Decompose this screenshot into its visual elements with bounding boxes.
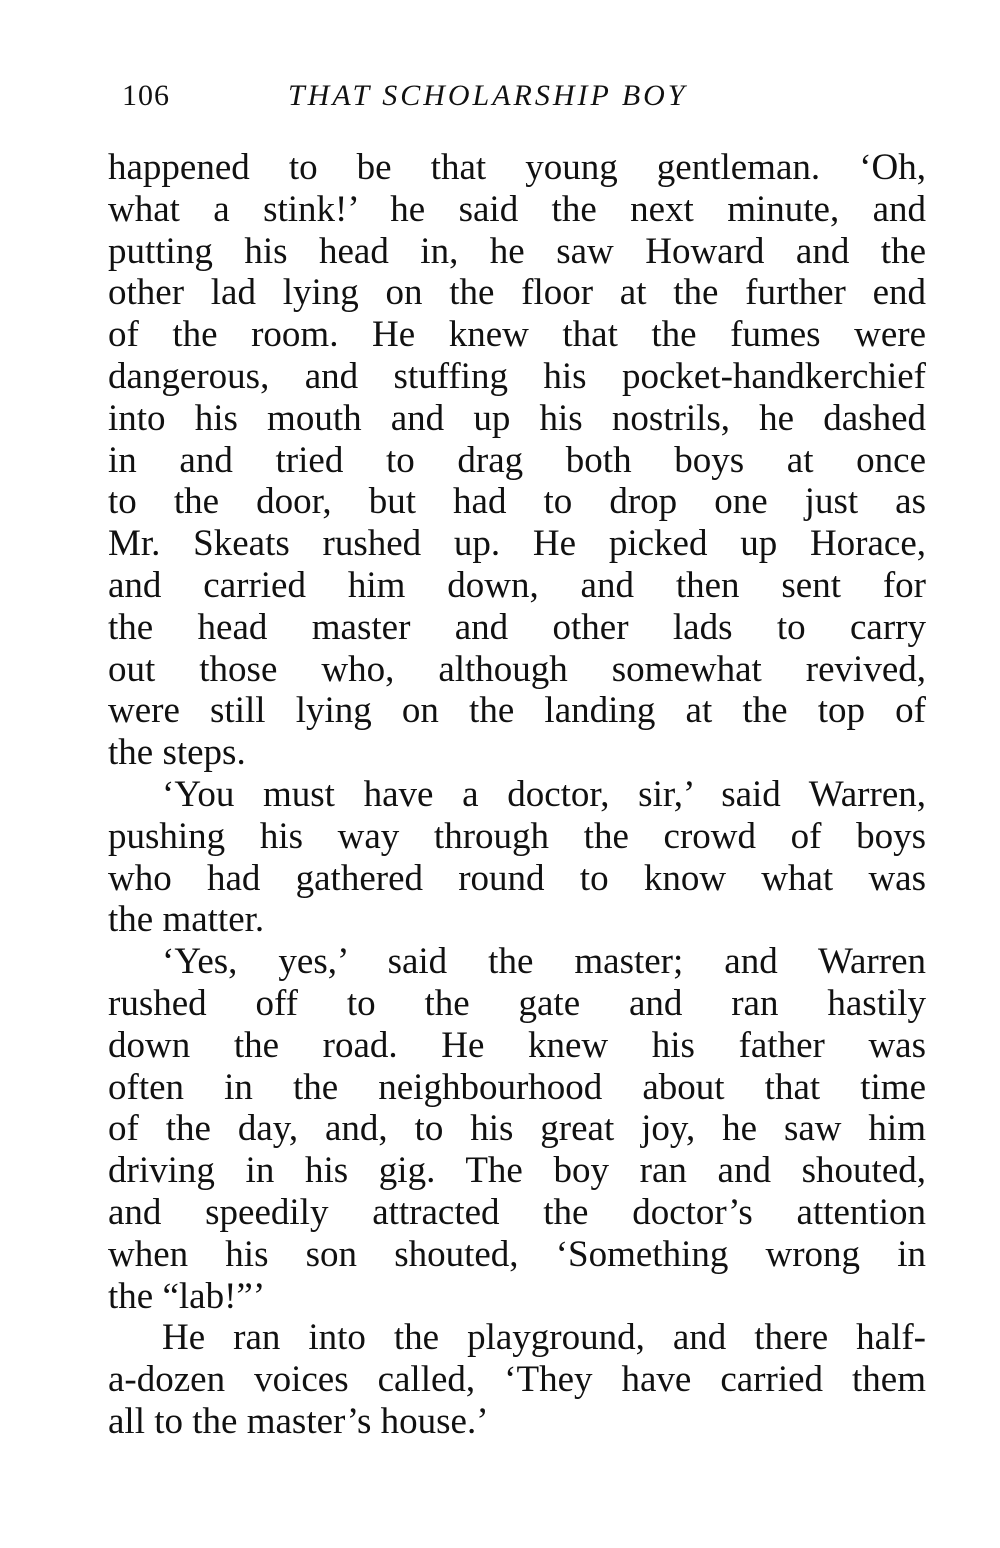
- body-text: [108, 147, 926, 1443]
- text-line: all to the master’s house.’: [108, 1400, 489, 1442]
- text-line: ‘You must have a doctor, sir,’ said Warren,: [162, 773, 926, 815]
- text-line: in and tried to drag both boys at once: [108, 439, 926, 481]
- text-line: were still lying on the landing at the top of: [108, 690, 926, 732]
- text-line: He ran into the playground, and there half-: [162, 1317, 926, 1359]
- text-line: happened to be that young gentleman. ‘Oh,: [108, 147, 926, 188]
- text-line: often in the neighbourhood about that time: [108, 1066, 926, 1108]
- text-line: and carried him down, and then sent for: [108, 564, 926, 606]
- running-head: [100, 76, 780, 116]
- running-title: THAT SCHOLARSHIP BOY: [288, 79, 688, 112]
- text-line: when his son shouted, ‘Something wrong in: [108, 1233, 926, 1275]
- text-line: the head master and other lads to carry: [108, 606, 926, 648]
- text-line: down the road. He knew his father was: [108, 1024, 926, 1066]
- text-line: the steps.: [108, 732, 246, 774]
- text-line: to the door, but had to drop one just as: [108, 481, 926, 523]
- text-line: of the day, and, to his great joy, he saw him: [108, 1108, 926, 1150]
- text-line: driving in his gig. The boy ran and shouted,: [108, 1150, 926, 1192]
- text-line: putting his head in, he saw Howard and the: [108, 230, 926, 272]
- text-line: the matter.: [108, 899, 265, 941]
- text-line: other lad lying on the floor at the further end: [108, 272, 926, 314]
- text-line: rushed off to the gate and ran hastily: [108, 982, 926, 1024]
- text-line: ‘Yes, yes,’ said the master; and Warren: [162, 941, 926, 983]
- text-line: pushing his way through the crowd of boys: [108, 815, 926, 857]
- text-line: of the room. He knew that the fumes were: [108, 314, 926, 356]
- text-line: out those who, although somewhat revived,: [108, 648, 926, 690]
- page-number: 106: [122, 79, 170, 112]
- text-line: Mr. Skeats rushed up. He picked up Horace,: [108, 523, 926, 565]
- text-line: into his mouth and up his nostrils, he dashed: [108, 397, 926, 439]
- text-line: dangerous, and stuffing his pocket-handkerchief: [108, 355, 926, 397]
- text-line: a-dozen voices called, ‘They have carried them: [108, 1359, 926, 1401]
- text-line: the “lab!”’: [108, 1275, 266, 1317]
- text-line: and speedily attracted the doctor’s attention: [108, 1191, 926, 1233]
- text-line: what a stink!’ he said the next minute, and: [108, 188, 926, 230]
- text-line: who had gathered round to know what was: [108, 857, 926, 899]
